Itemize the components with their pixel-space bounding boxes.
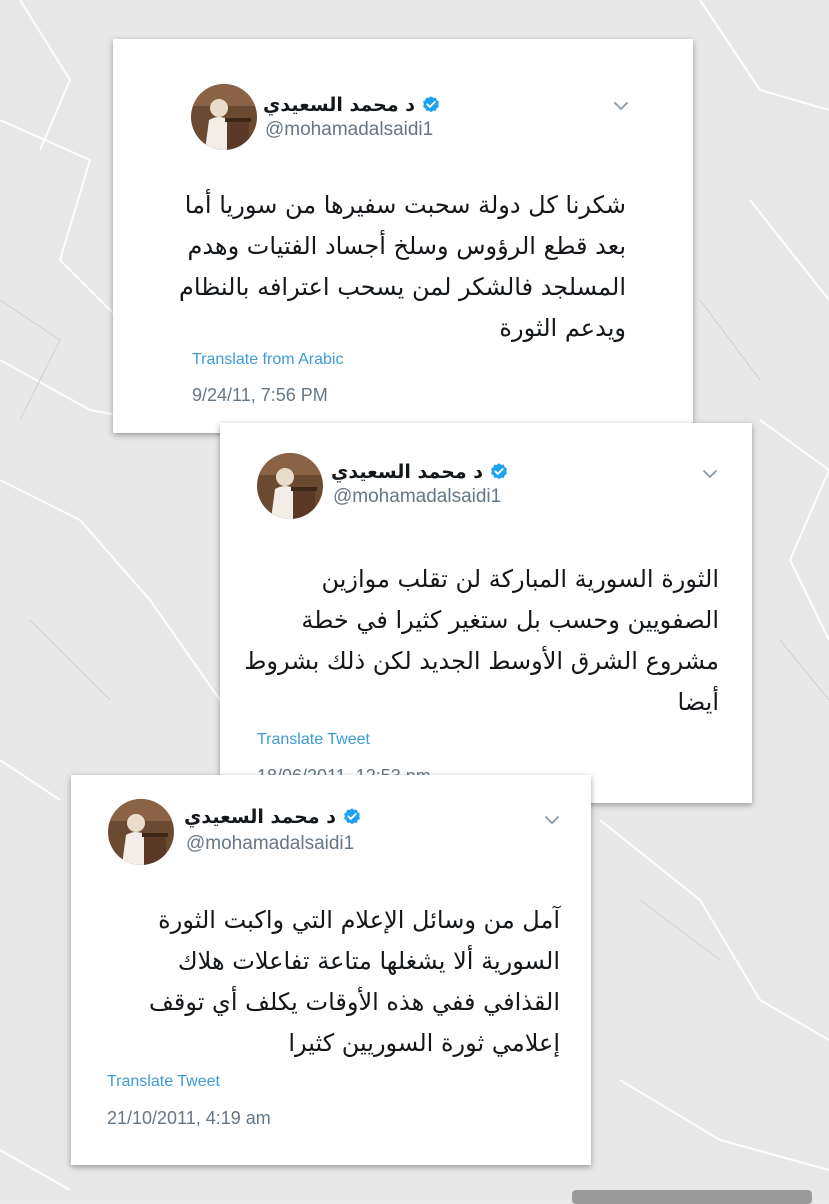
translate-link[interactable]: Translate from Arabic (192, 351, 344, 368)
chevron-down-icon[interactable] (613, 101, 629, 111)
author-name[interactable]: د محمد السعيدي (184, 806, 336, 828)
tweet-text-line: المسلجد فالشكر لمن يسحب اعترافه بالنظام (179, 273, 626, 301)
author-name-row[interactable] (331, 461, 509, 483)
verified-badge-icon (421, 95, 441, 115)
verified-badge-icon (489, 462, 509, 482)
tweet-text-line: آمل من وسائل الإعلام التي واكبت الثورة (158, 906, 560, 934)
tweet-text-line: ويدعم الثورة (499, 314, 626, 342)
tweet-text-line: السورية ألا يشغلها متاعة تفاعلات هلاك (177, 947, 560, 975)
tweet-card-2[interactable] (220, 423, 752, 803)
tweet-text-line: شكرنا كل دولة سحبت سفيرها من سوريا أما (184, 191, 626, 219)
chevron-down-icon[interactable] (702, 469, 718, 479)
tweet-timestamp[interactable]: 9/24/11, 7:56 PM (192, 385, 328, 405)
avatar[interactable] (108, 799, 174, 865)
tweet-card-3[interactable] (71, 775, 591, 1165)
author-handle[interactable]: @mohamadalsaidi1 (333, 486, 502, 507)
tweet-text-line: الثورة السورية المباركة لن تقلب موازين (321, 565, 719, 593)
watermark-strip (572, 1190, 812, 1204)
avatar[interactable] (191, 84, 257, 150)
tweet-text (149, 900, 560, 1064)
author-name-row[interactable] (184, 806, 362, 828)
translate-link[interactable]: Translate Tweet (257, 731, 370, 748)
avatar[interactable] (257, 453, 323, 519)
translate-link[interactable]: Translate Tweet (107, 1073, 220, 1090)
tweet-text-line: بعد قطع الرؤوس وسلخ أجساد الفتيات وهدم (187, 232, 626, 260)
tweet-text-line: أيضا (677, 688, 719, 716)
tweet-card-1[interactable] (113, 39, 693, 433)
tweet-text-line: إعلامي ثورة السوريين كثيرا (288, 1029, 560, 1057)
tweet-text (179, 185, 626, 349)
verified-badge-icon (342, 807, 362, 827)
tweet-text-line: مشروع الشرق الأوسط الجديد لكن ذلك بشروط (244, 647, 719, 675)
tweet-timestamp[interactable]: 21/10/2011, 4:19 am (107, 1108, 271, 1128)
author-name[interactable]: د محمد السعيدي (331, 461, 483, 483)
tweet-text-line: الصفويين وحسب بل ستغير كثيرا في خطة (301, 606, 719, 634)
chevron-down-icon[interactable] (544, 815, 560, 825)
author-name[interactable]: د محمد السعيدي (263, 94, 415, 116)
author-name-row[interactable] (263, 94, 441, 116)
tweet-text-line: القذافي ففي هذه الأوقات يكلف أي توقف (149, 988, 560, 1016)
author-handle[interactable]: @mohamadalsaidi1 (186, 833, 355, 854)
tweet-text (244, 559, 719, 723)
author-handle[interactable]: @mohamadalsaidi1 (265, 119, 434, 140)
